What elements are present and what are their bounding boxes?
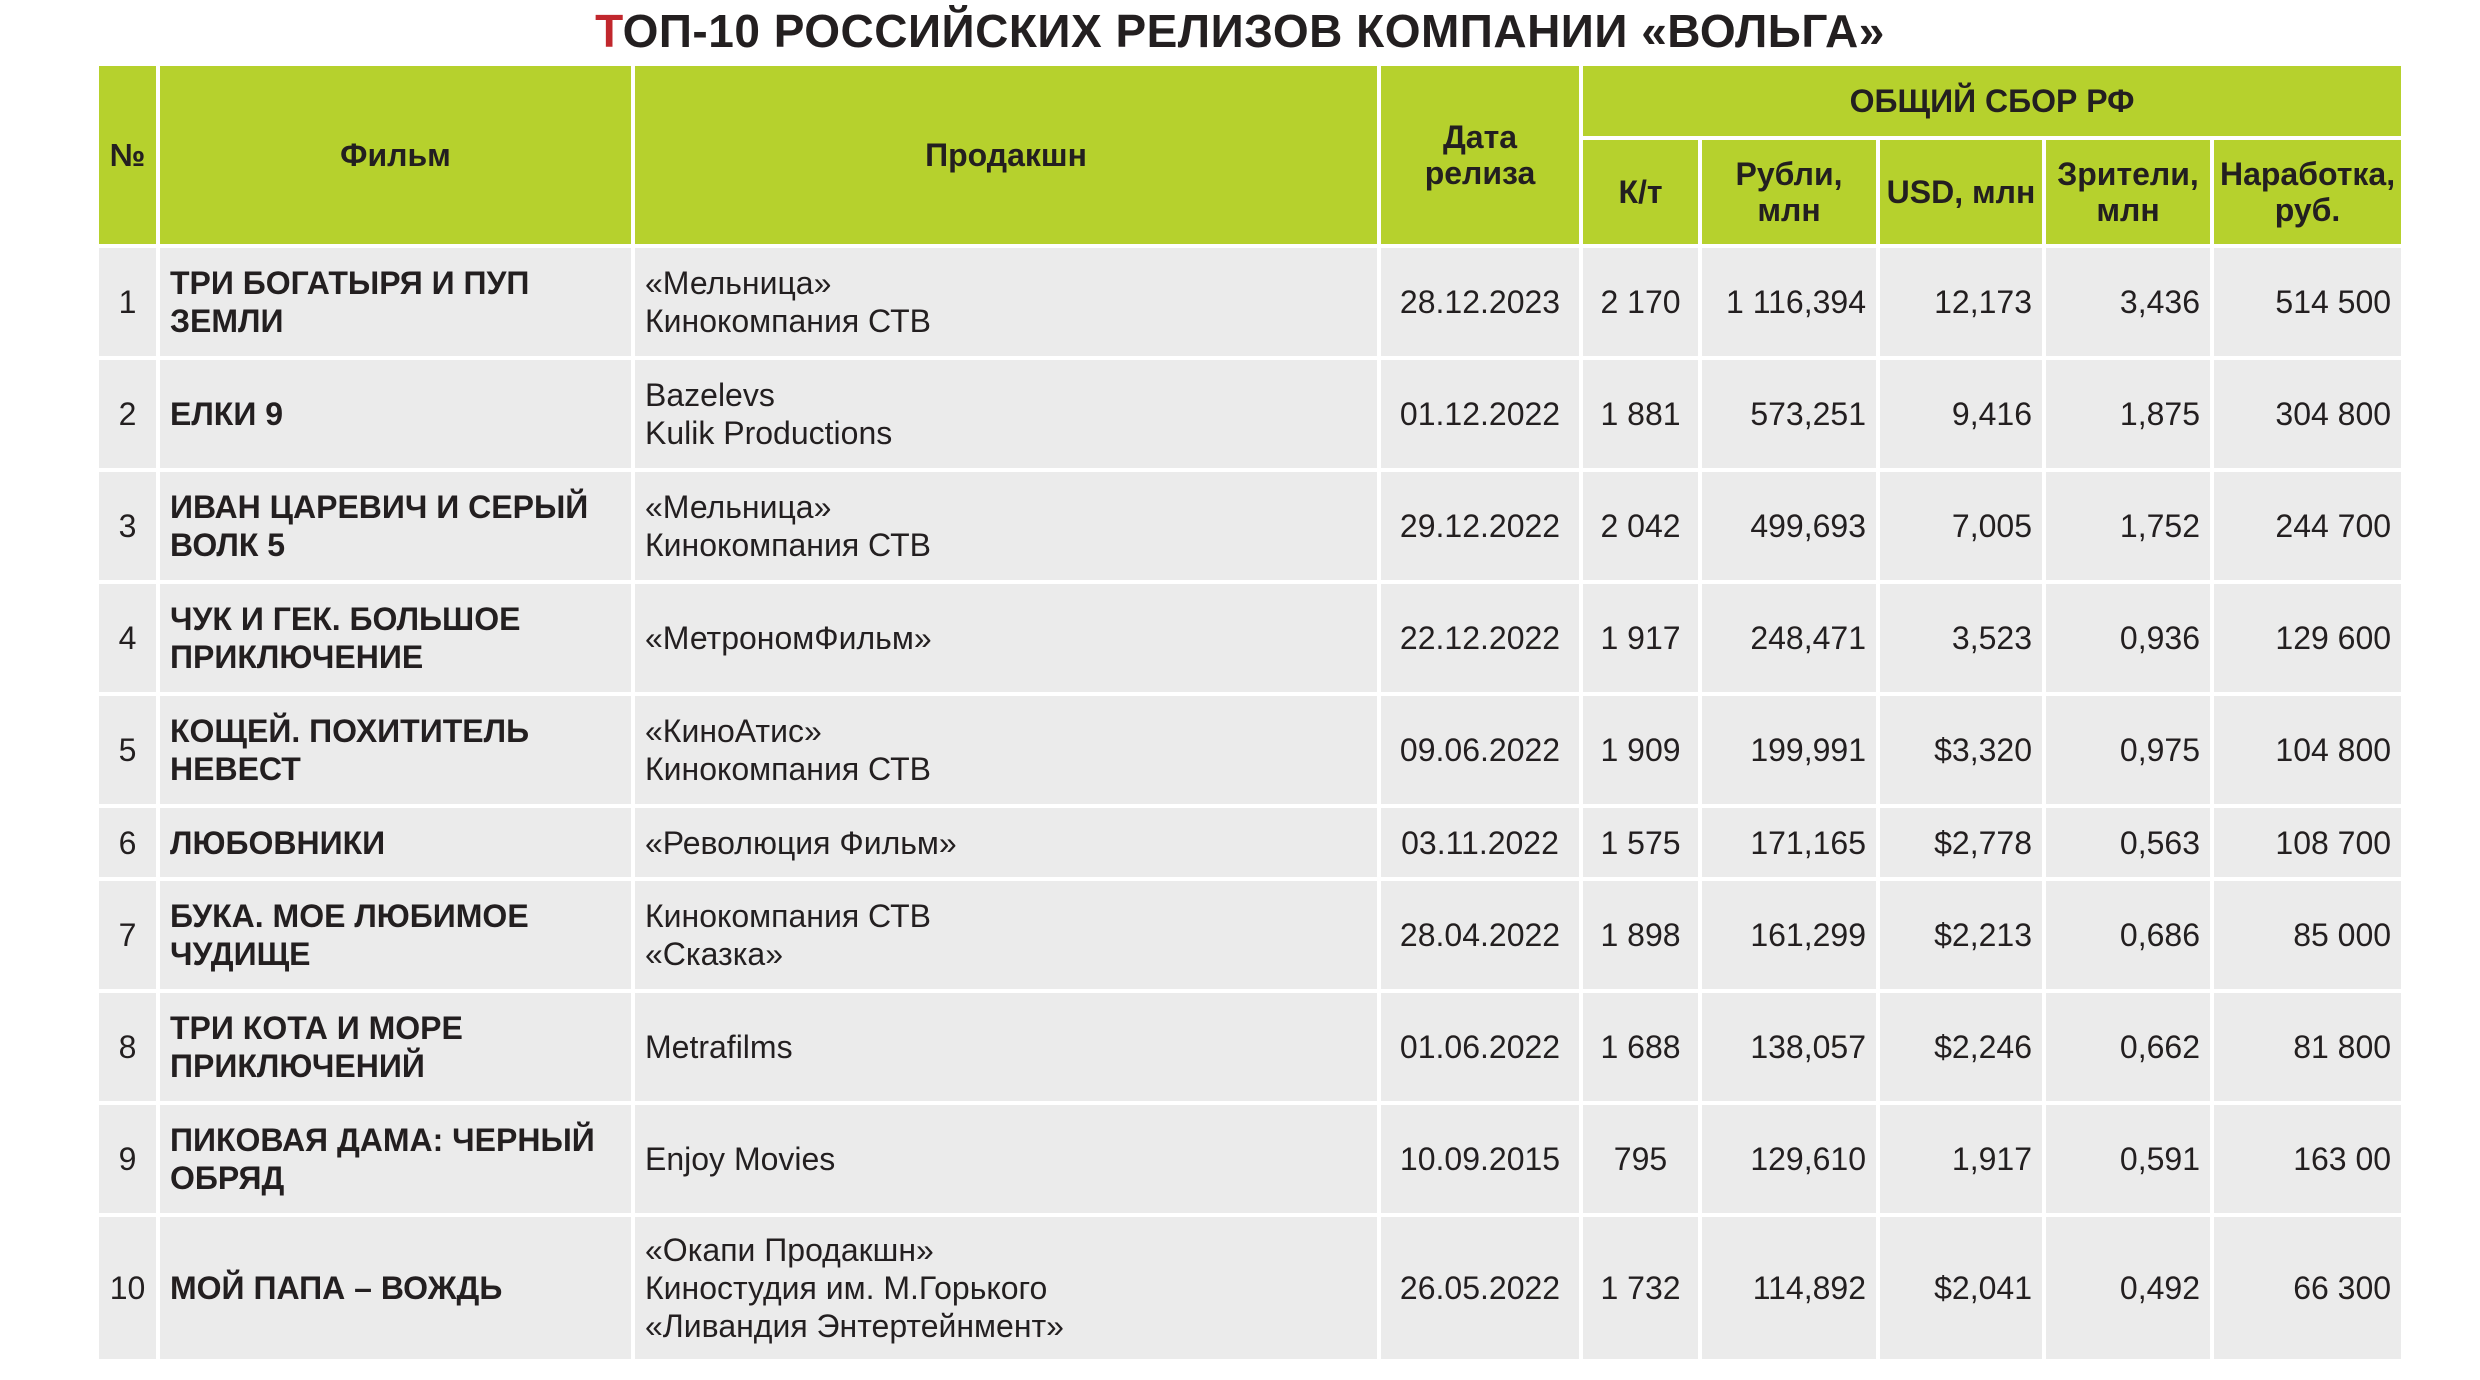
production-company: Kulik Productions bbox=[645, 415, 893, 451]
release-date: 03.11.2022 bbox=[1381, 808, 1579, 877]
production-company: «Мельница» bbox=[645, 489, 832, 525]
box-office-usd: $2,246 bbox=[1880, 993, 2042, 1101]
header-group-total-box-office: ОБЩИЙ СБОР РФ bbox=[1583, 66, 2401, 136]
film-title: ИВАН ЦАРЕВИЧ И СЕРЫЙ ВОЛК 5 bbox=[160, 472, 631, 580]
box-office-usd: 9,416 bbox=[1880, 360, 2042, 468]
production-companies bbox=[635, 993, 1377, 1101]
production-company: «Ливандия Энтертейнмент» bbox=[645, 1308, 1064, 1344]
viewers: 0,686 bbox=[2046, 881, 2210, 989]
box-office-usd: $2,778 bbox=[1880, 808, 2042, 877]
table-row bbox=[99, 1105, 2401, 1213]
viewers: 1,752 bbox=[2046, 472, 2210, 580]
title-rest: ОП-10 РОССИЙСКИХ РЕЛИЗОВ КОМПАНИИ «ВОЛЬГА» bbox=[622, 5, 1885, 57]
per-screen-earnings: 304 800 bbox=[2214, 360, 2401, 468]
row-num: 10 bbox=[99, 1217, 156, 1359]
production-company: Кинокомпания СТВ bbox=[645, 751, 931, 787]
box-office-usd: 3,523 bbox=[1880, 584, 2042, 692]
header-release-date: Дата релиза bbox=[1381, 66, 1579, 244]
film-title: БУКА. МОЕ ЛЮБИМОЕ ЧУДИЩЕ bbox=[160, 881, 631, 989]
production-company: Enjoy Movies bbox=[645, 1141, 836, 1177]
table-row bbox=[99, 696, 2401, 804]
page-title bbox=[0, 0, 2480, 62]
row-num: 1 bbox=[99, 248, 156, 356]
production-company: «Мельница» bbox=[645, 265, 832, 301]
box-office-rub: 114,892 bbox=[1702, 1217, 1876, 1359]
header-rub: Рубли, млн bbox=[1702, 140, 1876, 244]
cinemas-count: 1 732 bbox=[1583, 1217, 1698, 1359]
film-title: ТРИ КОТА И МОРЕ ПРИКЛЮЧЕНИЙ bbox=[160, 993, 631, 1101]
header-viewers: Зрители, млн bbox=[2046, 140, 2210, 244]
header-per-screen: Наработка, руб. bbox=[2214, 140, 2401, 244]
header-usd: USD, млн bbox=[1880, 140, 2042, 244]
per-screen-earnings: 108 700 bbox=[2214, 808, 2401, 877]
table-row bbox=[99, 1217, 2401, 1359]
table-row bbox=[99, 808, 2401, 877]
per-screen-earnings: 85 000 bbox=[2214, 881, 2401, 989]
production-company: «Сказка» bbox=[645, 936, 784, 972]
viewers: 0,662 bbox=[2046, 993, 2210, 1101]
row-num: 5 bbox=[99, 696, 156, 804]
production-company: Кинокомпания СТВ bbox=[645, 527, 931, 563]
viewers: 0,975 bbox=[2046, 696, 2210, 804]
release-date: 09.06.2022 bbox=[1381, 696, 1579, 804]
viewers: 0,492 bbox=[2046, 1217, 2210, 1359]
box-office-rub: 138,057 bbox=[1702, 993, 1876, 1101]
box-office-rub: 499,693 bbox=[1702, 472, 1876, 580]
box-office-rub: 1 116,394 bbox=[1702, 248, 1876, 356]
release-date: 28.12.2023 bbox=[1381, 248, 1579, 356]
box-office-usd: 1,917 bbox=[1880, 1105, 2042, 1213]
table-row bbox=[99, 881, 2401, 989]
box-office-rub: 573,251 bbox=[1702, 360, 1876, 468]
header-kt: К/т bbox=[1583, 140, 1698, 244]
production-company: «МетрономФильм» bbox=[645, 620, 932, 656]
releases-table bbox=[95, 62, 2405, 1363]
table-row bbox=[99, 584, 2401, 692]
release-date: 01.06.2022 bbox=[1381, 993, 1579, 1101]
release-date: 01.12.2022 bbox=[1381, 360, 1579, 468]
per-screen-earnings: 244 700 bbox=[2214, 472, 2401, 580]
per-screen-earnings: 163 00 bbox=[2214, 1105, 2401, 1213]
cinemas-count: 2 170 bbox=[1583, 248, 1698, 356]
title-first-letter: Т bbox=[595, 5, 623, 57]
per-screen-earnings: 66 300 bbox=[2214, 1217, 2401, 1359]
production-companies bbox=[635, 696, 1377, 804]
per-screen-earnings: 129 600 bbox=[2214, 584, 2401, 692]
box-office-usd: $2,213 bbox=[1880, 881, 2042, 989]
production-companies bbox=[635, 808, 1377, 877]
box-office-rub: 171,165 bbox=[1702, 808, 1876, 877]
production-companies bbox=[635, 584, 1377, 692]
production-companies bbox=[635, 472, 1377, 580]
release-date: 26.05.2022 bbox=[1381, 1217, 1579, 1359]
production-companies bbox=[635, 1217, 1377, 1359]
cinemas-count: 1 898 bbox=[1583, 881, 1698, 989]
row-num: 9 bbox=[99, 1105, 156, 1213]
row-num: 8 bbox=[99, 993, 156, 1101]
production-company: Bazelevs bbox=[645, 377, 775, 413]
header-production: Продакшн bbox=[635, 66, 1377, 244]
cinemas-count: 1 909 bbox=[1583, 696, 1698, 804]
production-company: «Революция Фильм» bbox=[645, 824, 957, 861]
cinemas-count: 1 881 bbox=[1583, 360, 1698, 468]
box-office-rub: 129,610 bbox=[1702, 1105, 1876, 1213]
release-date: 10.09.2015 bbox=[1381, 1105, 1579, 1213]
viewers: 3,436 bbox=[2046, 248, 2210, 356]
cinemas-count: 2 042 bbox=[1583, 472, 1698, 580]
film-title: ТРИ БОГАТЫРЯ И ПУП ЗЕМЛИ bbox=[160, 248, 631, 356]
row-num: 7 bbox=[99, 881, 156, 989]
table-row bbox=[99, 360, 2401, 468]
production-company: Кинокомпания СТВ bbox=[645, 898, 931, 934]
film-title: КОЩЕЙ. ПОХИТИТЕЛЬ НЕВЕСТ bbox=[160, 696, 631, 804]
production-company: Киностудия им. М.Горького bbox=[645, 1270, 1048, 1306]
viewers: 0,563 bbox=[2046, 808, 2210, 877]
box-office-rub: 161,299 bbox=[1702, 881, 1876, 989]
header-film: Фильм bbox=[160, 66, 631, 244]
box-office-rub: 199,991 bbox=[1702, 696, 1876, 804]
table-row bbox=[99, 472, 2401, 580]
cinemas-count: 795 bbox=[1583, 1105, 1698, 1213]
production-companies bbox=[635, 1105, 1377, 1213]
production-companies bbox=[635, 248, 1377, 356]
film-title: ЛЮБОВНИКИ bbox=[160, 808, 631, 877]
box-office-usd: 7,005 bbox=[1880, 472, 2042, 580]
cinemas-count: 1 917 bbox=[1583, 584, 1698, 692]
row-num: 2 bbox=[99, 360, 156, 468]
production-companies bbox=[635, 881, 1377, 989]
viewers: 0,591 bbox=[2046, 1105, 2210, 1213]
row-num: 3 bbox=[99, 472, 156, 580]
per-screen-earnings: 104 800 bbox=[2214, 696, 2401, 804]
film-title: ПИКОВАЯ ДАМА: ЧЕРНЫЙ ОБРЯД bbox=[160, 1105, 631, 1213]
box-office-usd: $3,320 bbox=[1880, 696, 2042, 804]
film-title: МОЙ ПАПА – ВОЖДЬ bbox=[160, 1217, 631, 1359]
production-company: Кинокомпания СТВ bbox=[645, 303, 931, 339]
viewers: 1,875 bbox=[2046, 360, 2210, 468]
viewers: 0,936 bbox=[2046, 584, 2210, 692]
per-screen-earnings: 81 800 bbox=[2214, 993, 2401, 1101]
film-title: ЕЛКИ 9 bbox=[160, 360, 631, 468]
production-companies bbox=[635, 360, 1377, 468]
cinemas-count: 1 688 bbox=[1583, 993, 1698, 1101]
box-office-rub: 248,471 bbox=[1702, 584, 1876, 692]
film-title: ЧУК И ГЕК. БОЛЬШОЕ ПРИКЛЮЧЕНИЕ bbox=[160, 584, 631, 692]
release-date: 29.12.2022 bbox=[1381, 472, 1579, 580]
cinemas-count: 1 575 bbox=[1583, 808, 1698, 877]
release-date: 28.04.2022 bbox=[1381, 881, 1579, 989]
production-company: «Окапи Продакшн» bbox=[645, 1232, 934, 1268]
header-num: № bbox=[99, 66, 156, 244]
production-company: Metrafilms bbox=[645, 1029, 793, 1065]
row-num: 6 bbox=[99, 808, 156, 877]
release-date: 22.12.2022 bbox=[1381, 584, 1579, 692]
table-row bbox=[99, 993, 2401, 1101]
box-office-usd: $2,041 bbox=[1880, 1217, 2042, 1359]
production-company: «КиноАтис» bbox=[645, 713, 822, 749]
per-screen-earnings: 514 500 bbox=[2214, 248, 2401, 356]
row-num: 4 bbox=[99, 584, 156, 692]
box-office-usd: 12,173 bbox=[1880, 248, 2042, 356]
table-row bbox=[99, 248, 2401, 356]
